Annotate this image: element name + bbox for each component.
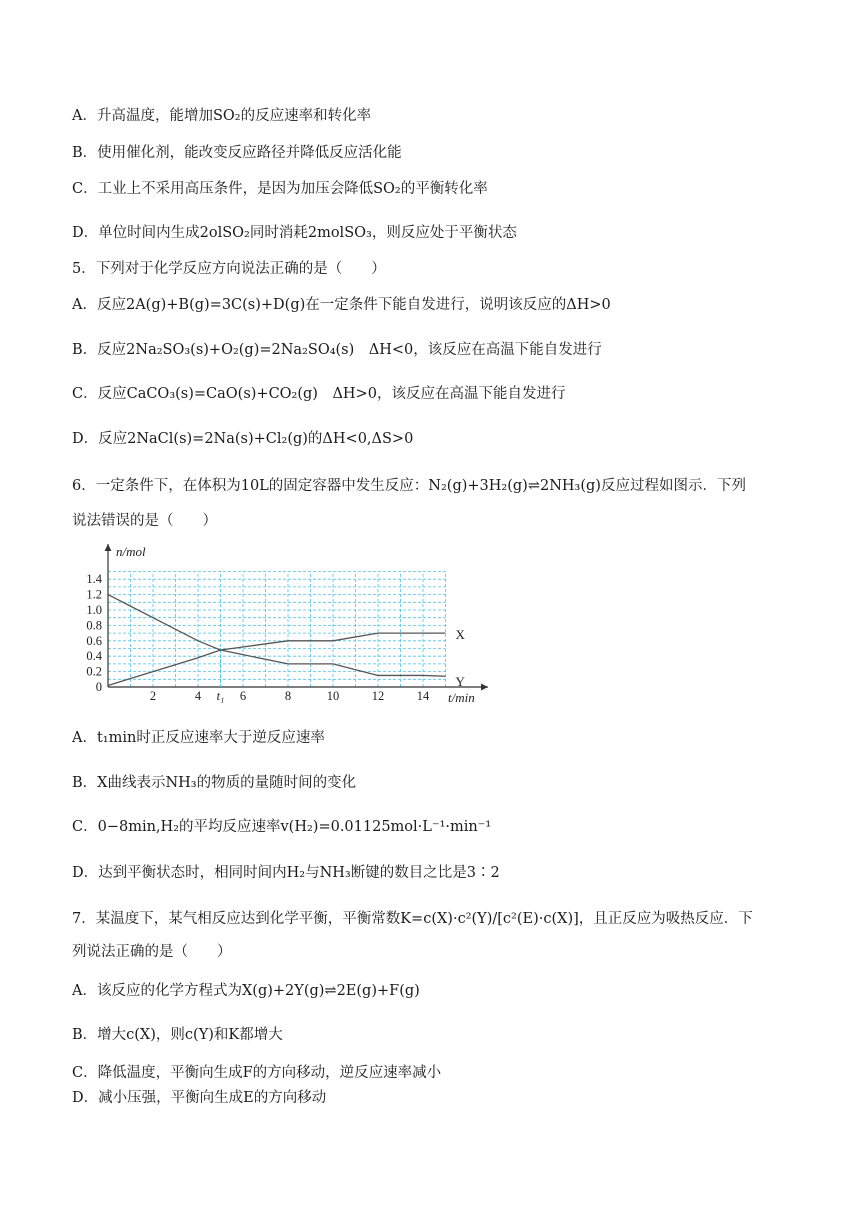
- q6-stem-line1: 6．一定条件下，在体积为10L的固定容器中发生反应：N₂(g)+3H₂(g)⇌2NH₃(g)反应过程如图示．下列: [72, 478, 746, 494]
- x-tick-label: 2: [149, 689, 157, 703]
- q5-stem: 5．下列对于化学反应方向说法正确的是（ ）: [72, 261, 386, 277]
- q7-option-d: D．减小压强，平衡向生成E的方向移动: [72, 1090, 327, 1106]
- y-tick-label: 0.4: [86, 649, 102, 664]
- q7-option-c: C．降低温度，平衡向生成F的方向移动，逆反应速率减小: [72, 1065, 442, 1081]
- x-tick-label: 10: [326, 689, 340, 703]
- q5-option-d: D．反应2NaCl(s)=2Na(s)+Cl₂(g)的ΔH<0,ΔS>0: [72, 431, 414, 447]
- y-tick-label: 0: [95, 680, 102, 694]
- q7-option-a: A．该反应的化学方程式为X(g)+2Y(g)⇌2E(g)+F(g): [72, 983, 420, 999]
- q5-option-b: B．反应2Na₂SO₃(s)+O₂(g)=2Na₂SO₄(s) ΔH<0，该反应在高温下能自发进行: [72, 342, 602, 358]
- q6-chart: [70, 540, 500, 705]
- y-tick-label: 0.6: [86, 633, 102, 648]
- q6-option-a: A．t₁min时正反应速率大于逆反应速率: [72, 730, 325, 746]
- q5-option-c: C．反应CaCO₃(s)=CaO(s)+CO₂(g) ΔH>0，该反应在高温下能自发进行: [72, 386, 566, 402]
- q7-stem-line1: 7．某温度下，某气相反应达到化学平衡，平衡常数K=c(X)·c²(Y)/[c²(E)·c(X)]，且正反应为吸热反应．下: [72, 911, 753, 927]
- y-tick-label: 1.2: [86, 587, 102, 602]
- q6-option-d: D．达到平衡状态时，相同时间内H₂与NH₃断键的数目之比是3∶2: [72, 865, 500, 881]
- q5-option-a: A．反应2A(g)+B(g)=3C(s)+D(g)在一定条件下能自发进行，说明该反应的ΔH>0: [72, 297, 611, 313]
- y-tick-label: 1.0: [86, 603, 102, 617]
- x-tick-label: 4: [194, 689, 202, 703]
- series-label-y: Y: [455, 674, 465, 690]
- q6-stem-line2: 说法错误的是（ ）: [72, 513, 217, 529]
- q4-option-b: B．使用催化剂，能改变反应路径并降低反应活化能: [72, 145, 402, 161]
- q7-option-b: B．增大c(X)，则c(Y)和K都增大: [72, 1027, 283, 1043]
- x-tick-label: 12: [371, 689, 385, 703]
- y-tick-label: 0.2: [86, 664, 102, 679]
- x-tick-label: 14: [416, 689, 430, 703]
- y-tick-label: 1.4: [86, 572, 102, 587]
- q6-option-b: B．X曲线表示NH₃的物质的量随时间的变化: [72, 775, 357, 791]
- q7-stem-line2: 列说法正确的是（ ）: [72, 944, 232, 960]
- series-label-x: X: [455, 627, 465, 643]
- q4-option-a: A．升高温度，能增加SO₂的反应速率和转化率: [72, 108, 372, 124]
- q4-option-c: C．工业上不采用高压条件，是因为加压会降低SO₂的平衡转化率: [72, 181, 488, 197]
- x-tick-label: 8: [284, 689, 292, 703]
- y-tick-label: 0.8: [86, 618, 102, 633]
- x-tick-label: 6: [239, 689, 247, 703]
- x-axis-label: t/min: [448, 690, 475, 705]
- x-tick-label: t₁: [216, 689, 225, 703]
- q6-chart-svg: [70, 540, 500, 705]
- q4-option-d: D．单位时间内生成2olSO₂同时消耗2molSO₃，则反应处于平衡状态: [72, 225, 517, 241]
- y-axis-label: n/mol: [116, 544, 146, 559]
- q6-option-c: C．0−8min,H₂的平均反应速率v(H₂)=0.01125mol·L⁻¹·min⁻¹: [72, 819, 492, 835]
